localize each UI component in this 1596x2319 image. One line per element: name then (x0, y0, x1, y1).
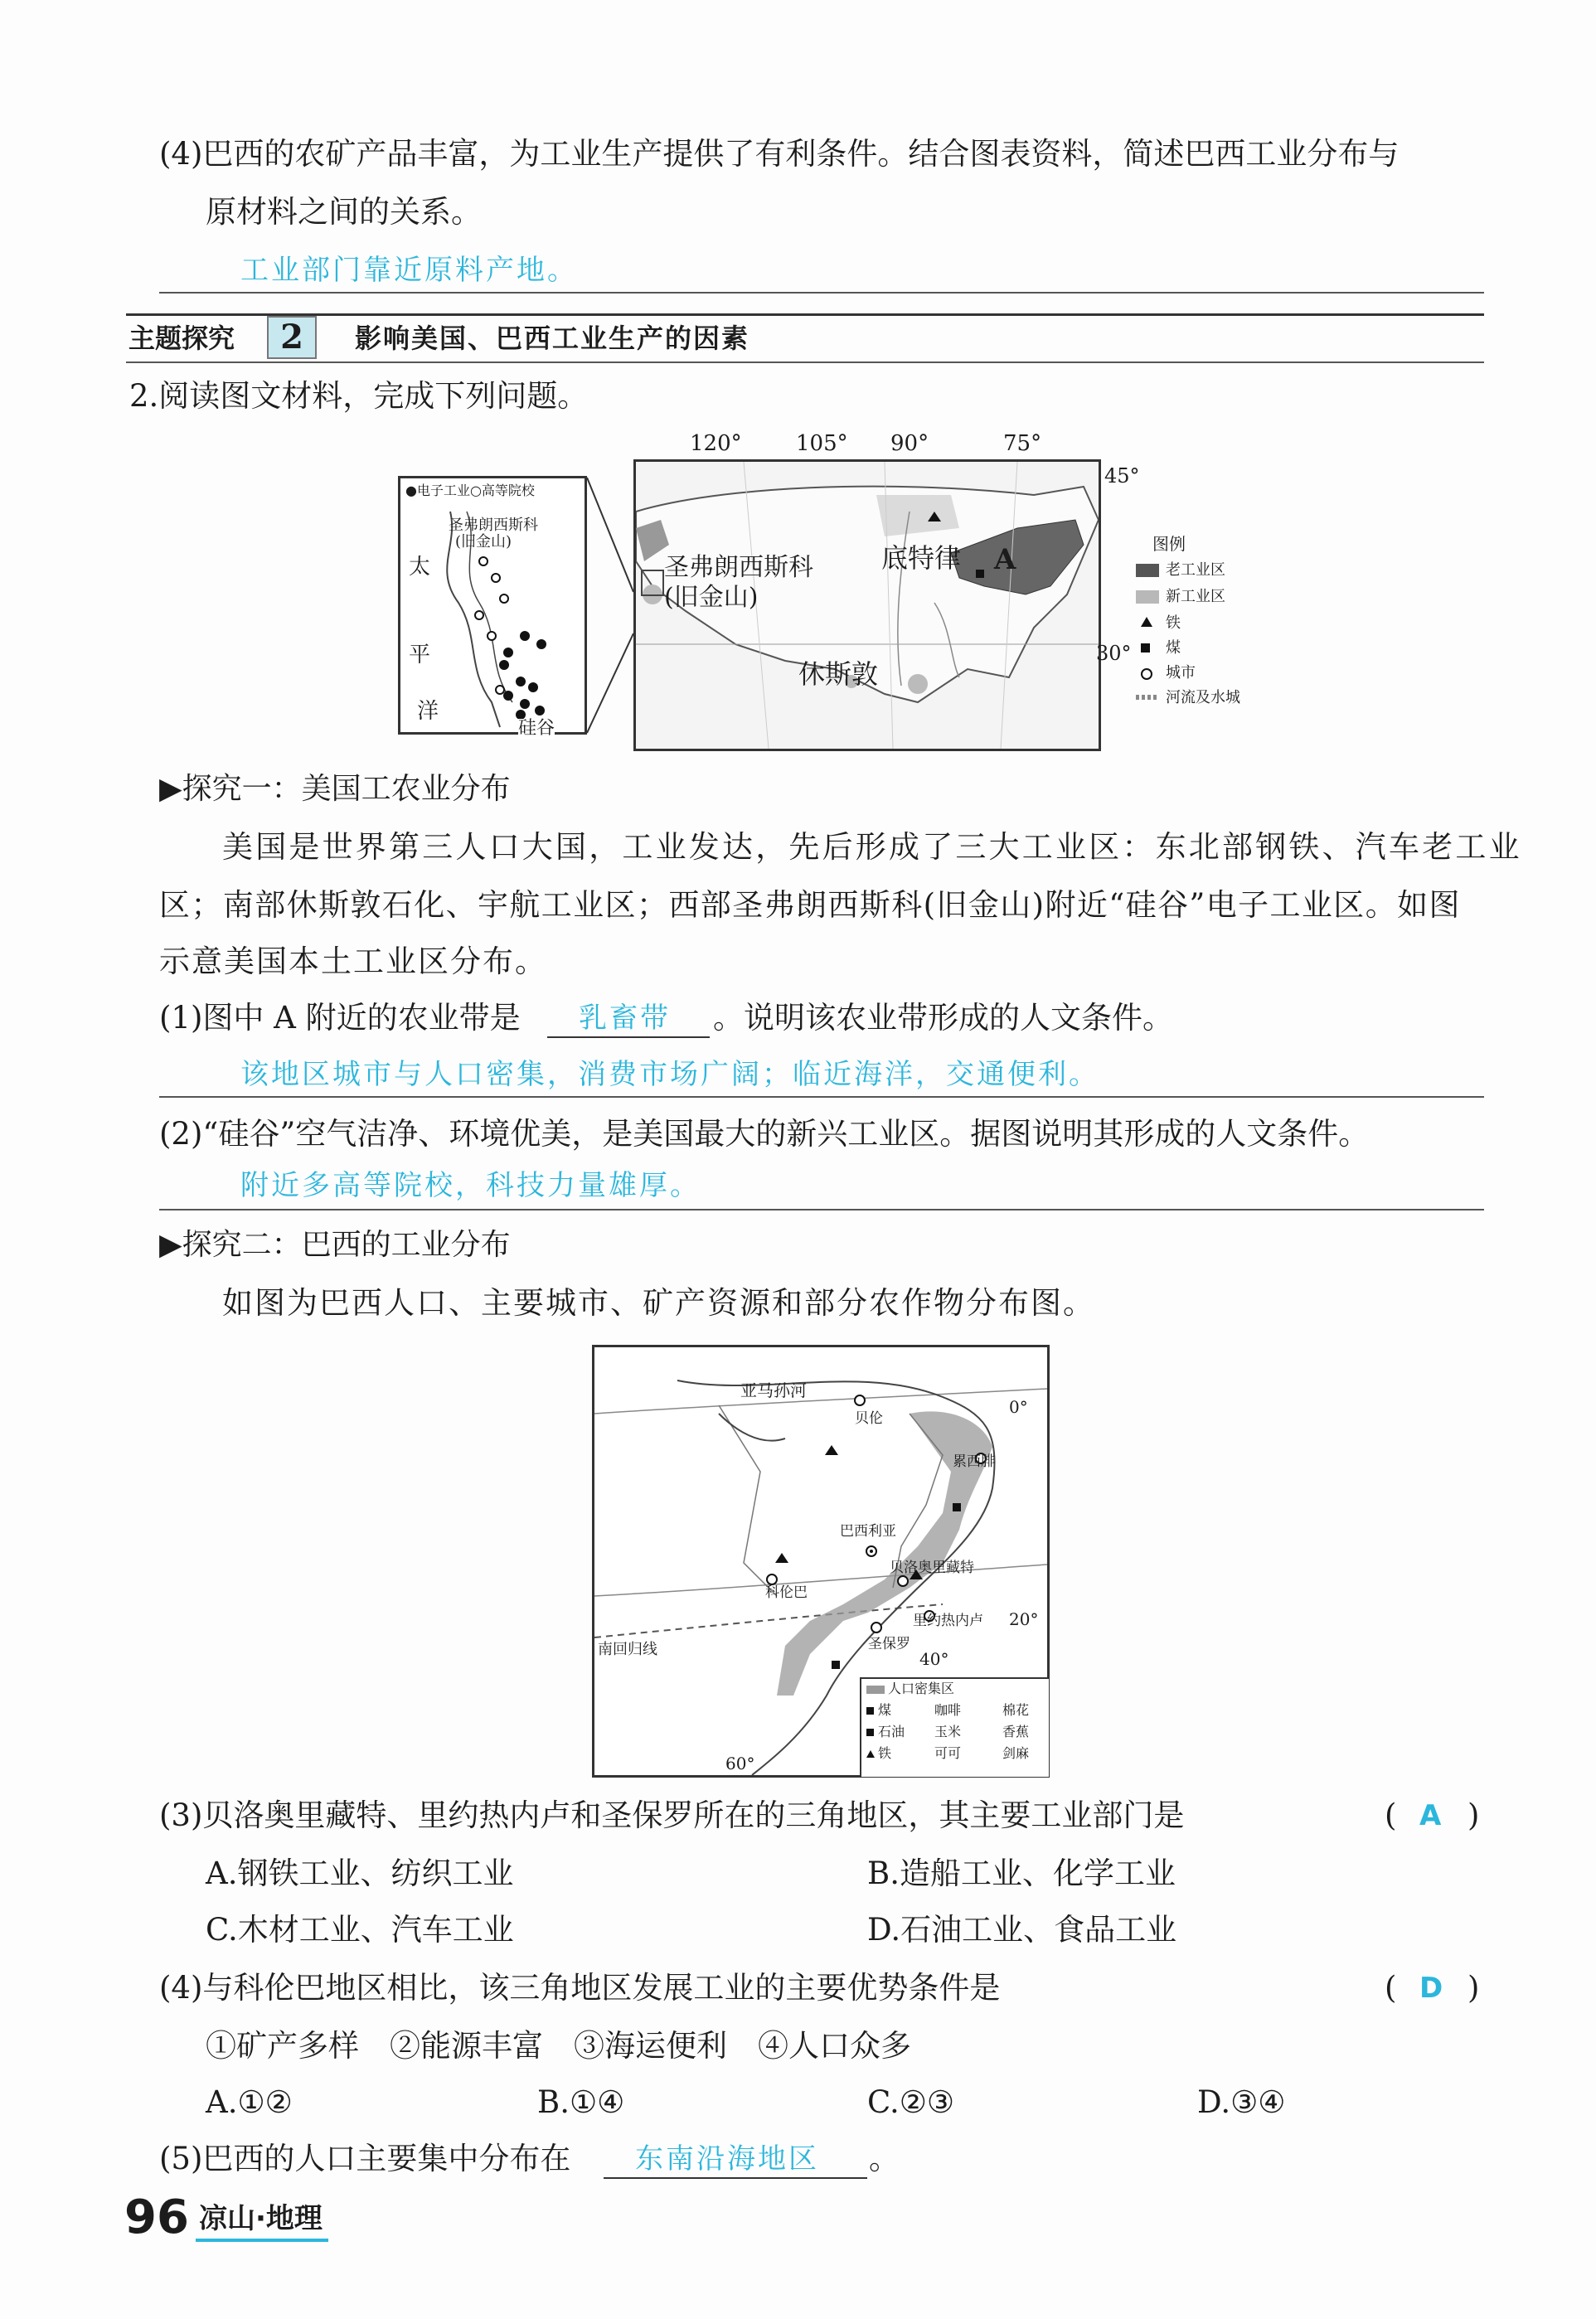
legend-title: 图例 (1152, 534, 1186, 554)
legend-banana: 香蕉 (1002, 1724, 1030, 1739)
legend-iron-br: 铁 (878, 1745, 892, 1761)
topic-number-box (267, 316, 317, 359)
inset-ocean-3: 洋 (417, 699, 439, 724)
city-houston: 休斯敦 (798, 658, 879, 690)
q3-paren-right: ) (1467, 1797, 1480, 1833)
q5-blank-line (604, 2177, 867, 2179)
inset-legend: ●电子工业○高等院校 (405, 483, 535, 498)
page-number: 96 (124, 2190, 189, 2244)
q2-stem: (2)“硅谷”空气洁净、环境优美，是美国最大的新兴工业区。据图说明其形成的人文条件。 (159, 1116, 1370, 1152)
lon-120: 120° (690, 431, 742, 456)
q4-option-c: C.②③ (867, 2084, 955, 2120)
legend-new-swatch (1136, 590, 1159, 604)
lon-105: 105° (796, 431, 848, 456)
inset-ocean-1: 太 (409, 555, 431, 580)
q4-stem: (4)与科伦巴地区相比，该三角地区发展工业的主要优势条件是 (159, 1970, 1001, 2006)
explore1-heading: ▶探究一：美国工农业分布 (159, 772, 511, 806)
iron-icon (1141, 617, 1152, 627)
lat-30: 30° (1096, 642, 1132, 665)
topic-top-rule (126, 313, 1484, 316)
label-a: A (994, 543, 1016, 576)
dense-pop-swatch (866, 1686, 885, 1694)
prev-q4-line2: 原材料之间的关系。 (206, 194, 482, 230)
explore1-para-2: 区；南部休斯敦石化、宇航工业区；西部圣弗朗西斯科(旧金山)附近“硅谷”电子工业区。如图 (159, 887, 1461, 923)
iron-icon (866, 1750, 875, 1758)
q4-paren-right: ) (1467, 1970, 1480, 2006)
legend-old: 老工业区 (1166, 561, 1225, 579)
coal-icon (866, 1707, 874, 1715)
q4-option-a: A.①② (206, 2084, 293, 2120)
explore1-para-3: 示意美国本土工业区分布。 (159, 944, 547, 979)
q3-paren-left: ( (1385, 1797, 1397, 1833)
lon-75: 75° (1003, 431, 1042, 456)
legend-coal: 煤 (1166, 639, 1181, 657)
q3-stem: (3)贝洛奥里藏特、里约热内卢和圣保罗所在的三角地区，其主要工业部门是 (159, 1797, 1185, 1833)
prev-q4-answer: 工业部门靠近原料产地。 (240, 254, 578, 287)
brazil-lon40: 40° (919, 1649, 949, 1669)
city-brasilia: 巴西利亚 (840, 1523, 896, 1540)
explore2-intro: 如图为巴西人口、主要城市、矿产资源和部分农作物分布图。 (222, 1285, 1095, 1321)
q4-paren-left: ( (1385, 1970, 1397, 2006)
q2-answer: 附近多高等院校，科技力量雄厚。 (240, 1169, 701, 1202)
q5-pre: (5)巴西的人口主要集中分布在 (159, 2141, 571, 2176)
footer-underline (196, 2239, 328, 2242)
city-corumba: 科伦巴 (765, 1584, 808, 1601)
q5-post: 。 (869, 2141, 900, 2176)
legend-cotton: 棉花 (1002, 1702, 1030, 1718)
q3-option-c: C.木材工业、汽车工业 (206, 1912, 514, 1948)
q1-answer: 该地区城市与人口密集，消费市场广阔；临近海洋，交通便利。 (240, 1058, 1099, 1091)
q4-option-b: B.①④ (537, 2084, 625, 2120)
usa-main-map (633, 459, 1101, 751)
usa-legend (1136, 534, 1260, 741)
oil-icon (866, 1729, 874, 1736)
brazil-map (592, 1345, 1050, 1778)
city-sao-paulo: 圣保罗 (868, 1636, 910, 1652)
legend-coffee: 咖啡 (934, 1702, 962, 1718)
lon-90: 90° (890, 431, 929, 456)
q1-pre: (1)图中 A 附近的农业带是 (159, 1000, 521, 1036)
silicon-valley-inset (398, 476, 587, 739)
q4-option-d: D.③④ (1197, 2084, 1286, 2120)
q1-blank-answer: 乳畜带 (579, 1002, 671, 1035)
q5-blank-answer: 东南沿海地区 (635, 2142, 819, 2176)
answer-line (159, 1209, 1484, 1210)
city-sf2: (旧金山) (664, 583, 759, 612)
q4-answer: D (1419, 1972, 1446, 2005)
inset-ocean-2: 平 (409, 643, 431, 667)
q3-answer: A (1419, 1799, 1444, 1832)
legend-old-swatch (1136, 564, 1159, 577)
city-sf: 圣弗朗西斯科 (664, 553, 813, 582)
brazil-lon60: 60° (725, 1754, 755, 1773)
topic-title: 影响美国、巴西工业生产的因素 (355, 323, 750, 354)
explore1-para-1: 美国是世界第三人口大国，工业发达，先后形成了三大工业区：东北部钢铁、汽车老工业 (222, 829, 1522, 865)
legend-corn: 玉米 (934, 1724, 962, 1739)
city-rio: 里约热内卢 (913, 1613, 983, 1629)
footer-book: 凉山·地理 (199, 2202, 323, 2235)
topic-bottom-rule (126, 361, 1484, 363)
inset-city: 圣弗朗西斯科 (449, 517, 538, 534)
legend-sisal: 剑麻 (1002, 1745, 1030, 1761)
brazil-legend (860, 1677, 1049, 1777)
legend-cocoa: 可可 (934, 1745, 962, 1761)
q1-blank-line (547, 1036, 710, 1038)
topic-number: 2 (280, 318, 303, 357)
q3-option-a: A.钢铁工业、纺织工业 (206, 1856, 514, 1891)
answer-line (159, 1096, 1484, 1098)
city-belem: 贝伦 (855, 1410, 883, 1427)
lat-45: 45° (1104, 464, 1140, 488)
legend-oil: 石油 (878, 1724, 905, 1739)
legend-river: 河流及水城 (1166, 689, 1240, 706)
prev-q4-line1: (4)巴西的农矿产品丰富，为工业生产提供了有利条件。结合图表资料，简述巴西工业分布与 (159, 136, 1400, 172)
coal-icon (1141, 643, 1150, 653)
brazil-lat20: 20° (1009, 1609, 1039, 1629)
q4-items: ①矿产多样 ②能源丰富 ③海运便利 ④人口众多 (206, 2028, 911, 2064)
usa-map-figure (398, 431, 1260, 763)
topic-label: 主题探究 (129, 323, 235, 354)
legend-city: 城市 (1166, 664, 1196, 682)
q1-post: 。说明该农业带形成的人文条件。 (713, 1000, 1173, 1036)
brazil-lat0: 0° (1009, 1397, 1028, 1417)
q3-option-b: B.造船工业、化学工业 (867, 1856, 1176, 1891)
legend-iron: 铁 (1166, 614, 1181, 632)
legend-new: 新工业区 (1166, 588, 1225, 605)
explore2-heading: ▶探究二：巴西的工业分布 (159, 1228, 511, 1262)
city-icon (1141, 668, 1152, 680)
river-icon (1136, 695, 1159, 700)
legend-dense: 人口密集区 (888, 1681, 955, 1696)
inset-silicon: 硅谷 (518, 718, 555, 739)
inset-city2: (旧金山) (455, 533, 512, 551)
city-detroit: 底特律 (881, 542, 962, 574)
brazil-tropic: 南回归线 (598, 1641, 657, 1658)
legend-coal-br: 煤 (878, 1702, 892, 1718)
sf-marker-box (641, 570, 664, 596)
brazil-river: 亚马孙河 (740, 1380, 807, 1400)
question2-stem: 2.阅读图文材料，完成下列问题。 (129, 378, 589, 414)
city-belo-horizonte: 贝洛奥里藏特 (890, 1560, 974, 1576)
city-recife: 累西腓 (953, 1453, 995, 1470)
answer-line (159, 292, 1484, 294)
inset-connector (587, 476, 637, 741)
q3-option-d: D.石油工业、食品工业 (867, 1912, 1177, 1948)
